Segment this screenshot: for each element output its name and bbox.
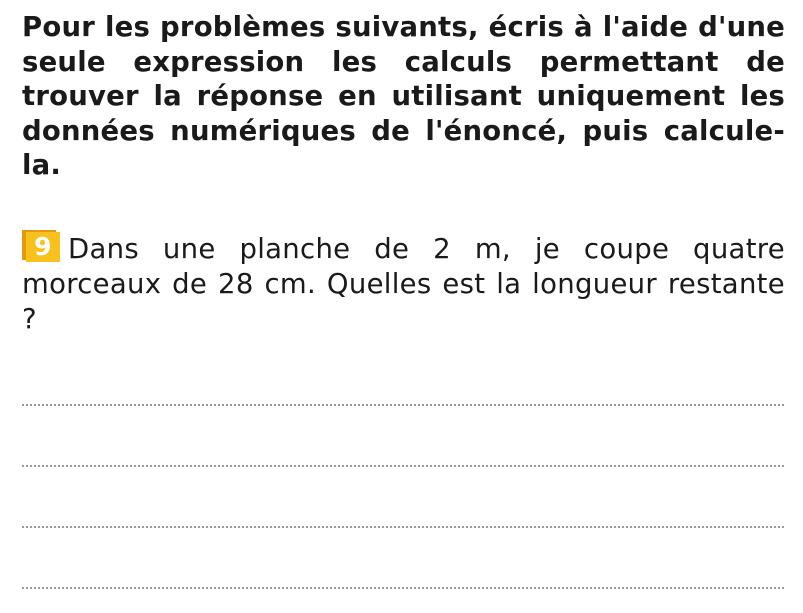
exercise-number: 9	[26, 232, 60, 262]
answer-line-3[interactable]	[22, 502, 784, 528]
answer-line-4[interactable]	[22, 563, 784, 589]
instructions-text: Pour les problèmes suivants, écris à l'aide d'une seule expression les calculs permettant de trouver la réponse en utilisant uniquement les données numériques de l'énoncé, puis calcule-la.	[22, 11, 785, 181]
exercise-text: Dans une planche de 2 m, je coupe quatre morceaux de 28 cm. Quelles est la longueur restante ?	[22, 232, 785, 335]
answer-lines	[22, 380, 784, 613]
answer-line-1[interactable]	[22, 380, 784, 406]
exercise-number-badge	[22, 230, 60, 262]
answer-line-2[interactable]	[22, 441, 784, 467]
exercise-9	[22, 230, 785, 337]
